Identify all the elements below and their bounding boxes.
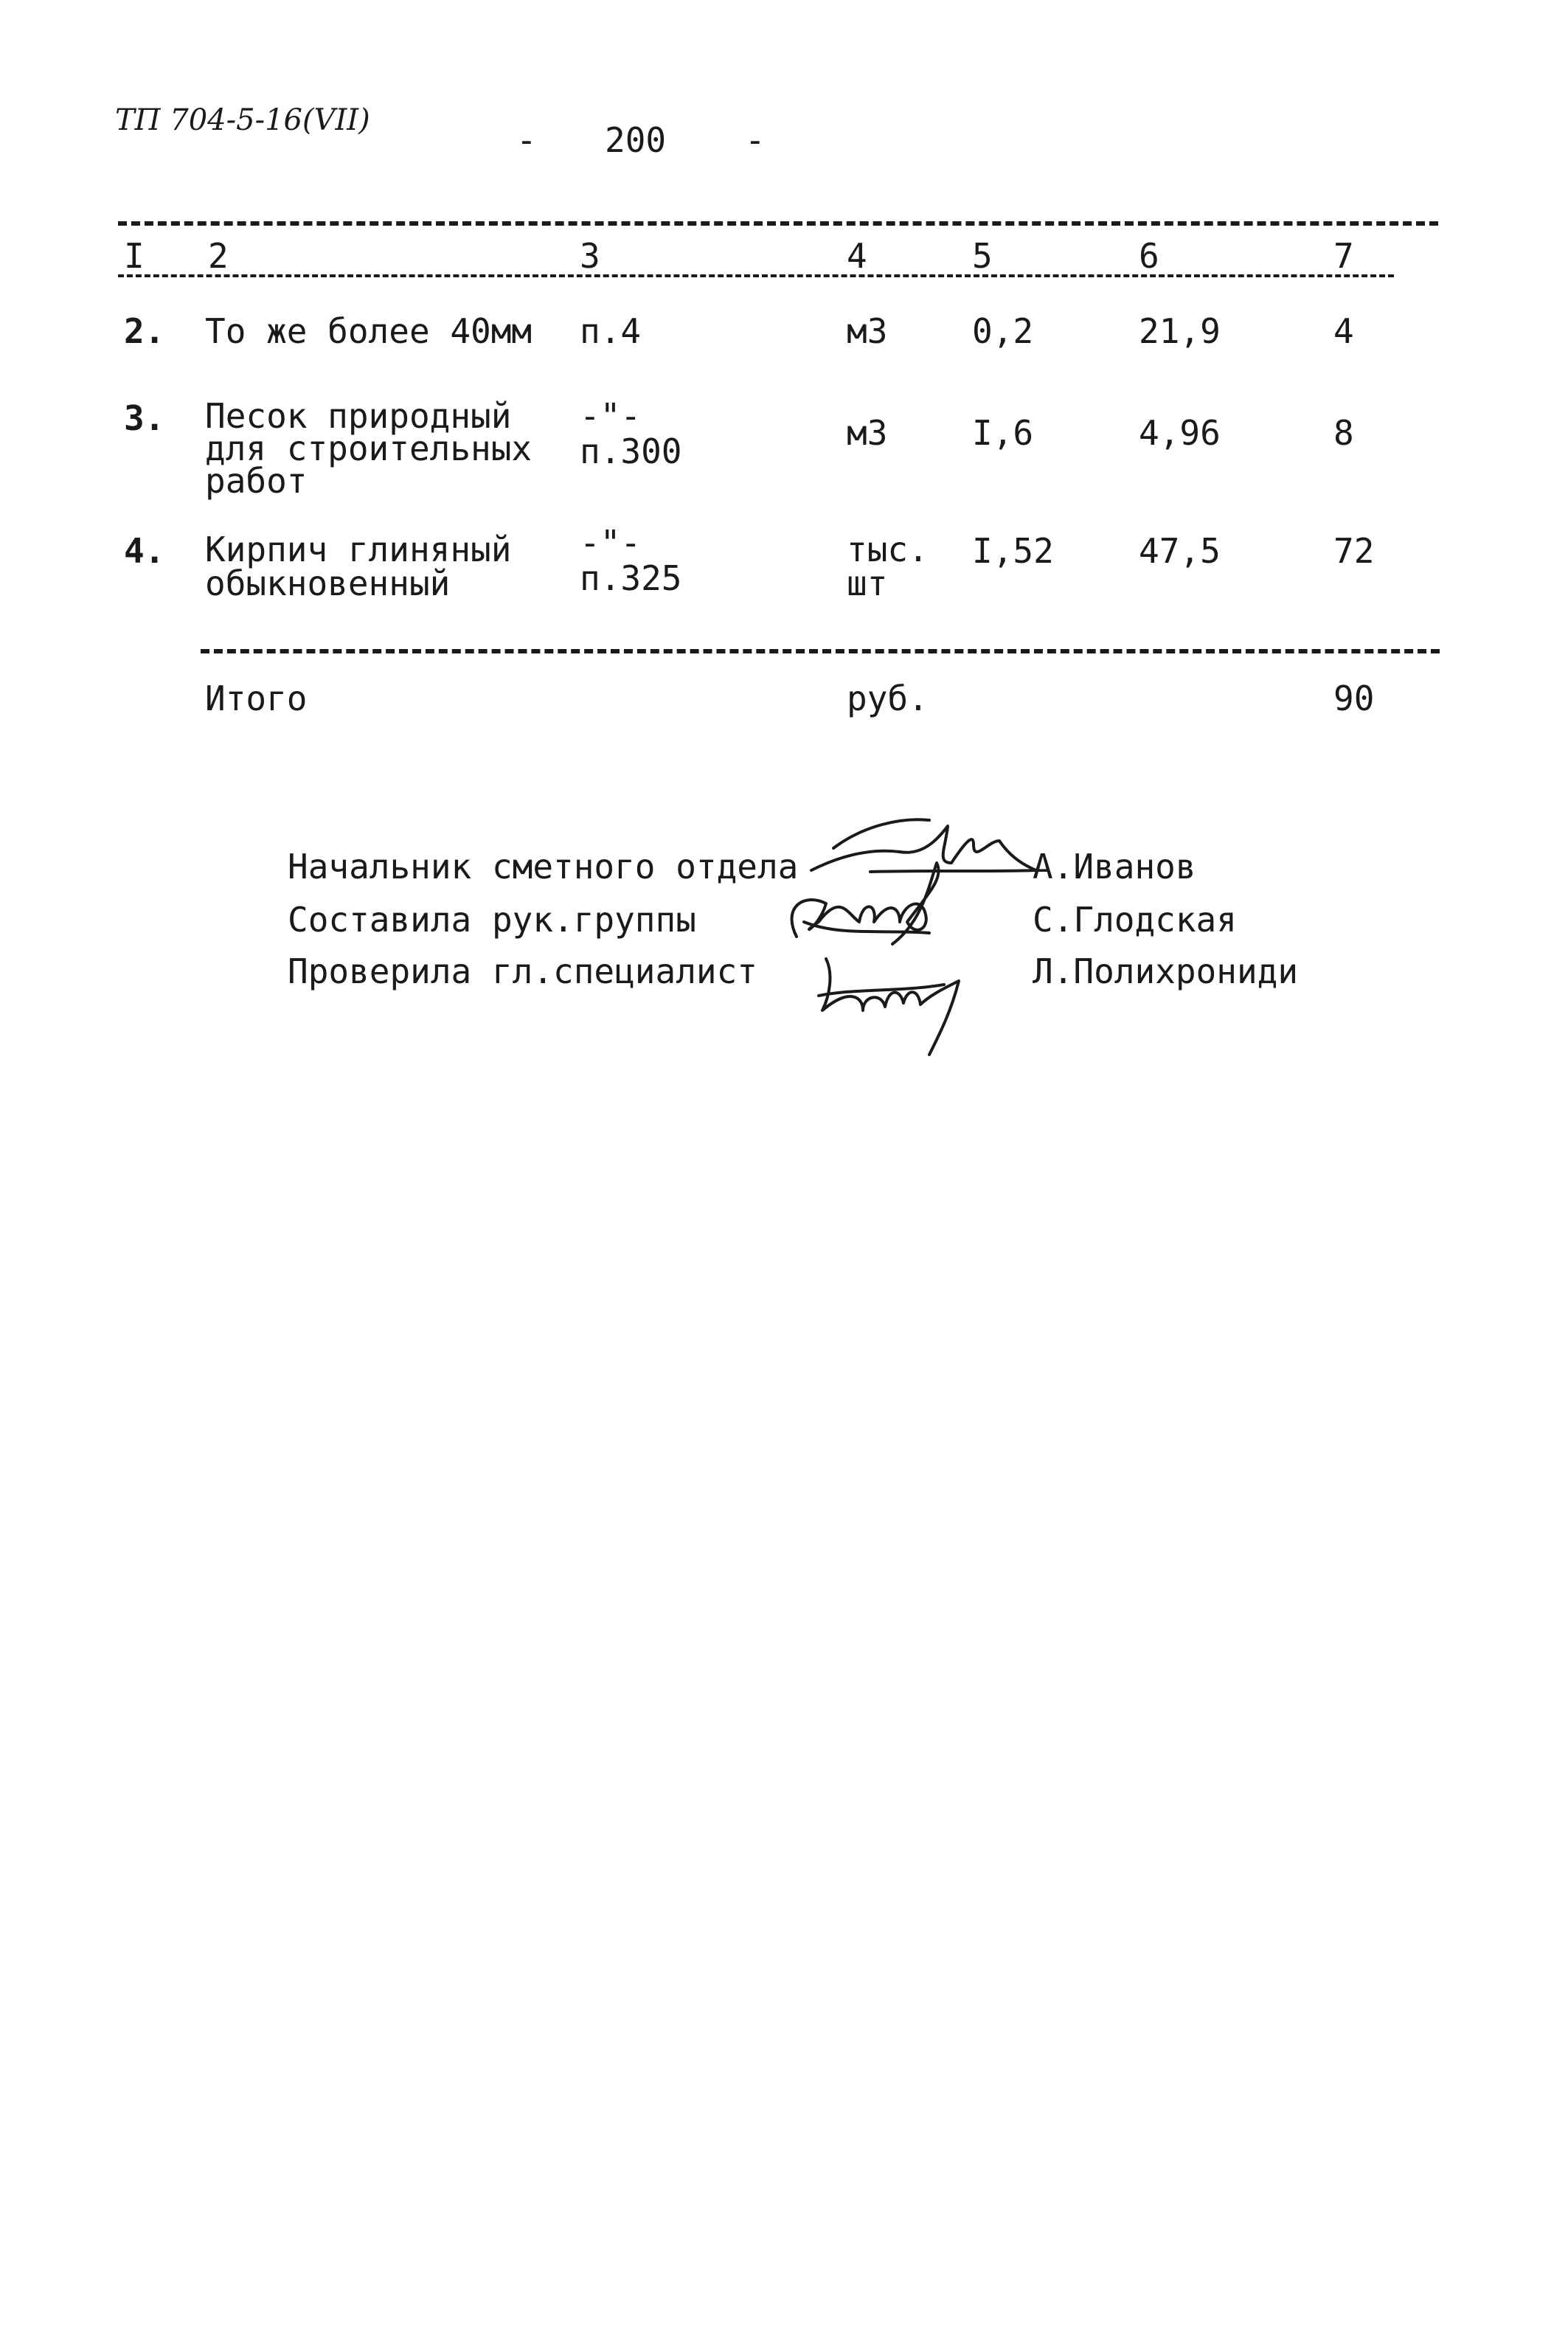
signatory-name: А.Иванов <box>1033 847 1196 887</box>
header-bottom-rule <box>118 274 1394 277</box>
price-reference: -"- п.300 <box>580 396 682 471</box>
col-header-6: 6 <box>1139 236 1159 276</box>
quantity: I,52 <box>972 531 1054 571</box>
signatory-role: Проверила гл.специалист <box>288 951 757 991</box>
page-number: 200 <box>605 120 667 160</box>
row-number: 2. <box>124 311 165 351</box>
row-total: 4 <box>1333 311 1354 351</box>
unit-price: 21,9 <box>1139 311 1221 351</box>
quantity: 0,2 <box>972 311 1034 351</box>
col-header-1: I <box>124 236 145 276</box>
table-bottom-rule <box>201 649 1440 653</box>
col-header-2: 2 <box>208 236 229 276</box>
unit-price: 47,5 <box>1139 531 1221 571</box>
page-dash-left: - <box>516 120 537 160</box>
signatory-name: Л.Полихрониди <box>1033 951 1299 991</box>
signatory-role: Составила рук.группы <box>288 900 696 940</box>
unit: м3 <box>847 413 888 453</box>
col-header-7: 7 <box>1333 236 1354 276</box>
total-unit: руб. <box>847 679 929 718</box>
col-header-5: 5 <box>972 236 993 276</box>
handwritten-signatures <box>752 811 1047 1062</box>
total-label: Итого <box>205 679 308 718</box>
material-name: То же более 40мм <box>205 311 533 351</box>
unit: тыс. шт <box>847 530 929 603</box>
row-total: 8 <box>1333 413 1354 453</box>
material-name: Песок природный для строительных работ <box>205 396 533 501</box>
price-reference: п.4 <box>580 311 642 351</box>
unit-price: 4,96 <box>1139 413 1221 453</box>
page-dash-right: - <box>745 120 766 160</box>
document-code: ТП 704-5-16(VII) <box>115 103 370 137</box>
signatory-role: Начальник сметного отдела <box>288 847 799 887</box>
col-header-3: 3 <box>580 236 600 276</box>
row-total: 72 <box>1333 531 1375 571</box>
material-name: Кирпич глиняный обыкновенный <box>205 530 512 603</box>
price-reference: -"- п.325 <box>580 523 682 598</box>
col-header-4: 4 <box>847 236 867 276</box>
signatory-name: С.Глодская <box>1033 900 1237 940</box>
unit: м3 <box>847 311 888 351</box>
quantity: I,6 <box>972 413 1034 453</box>
table-top-rule <box>118 221 1438 226</box>
total-value: 90 <box>1333 679 1375 718</box>
row-number: 4. <box>124 531 165 571</box>
row-number: 3. <box>124 398 165 438</box>
